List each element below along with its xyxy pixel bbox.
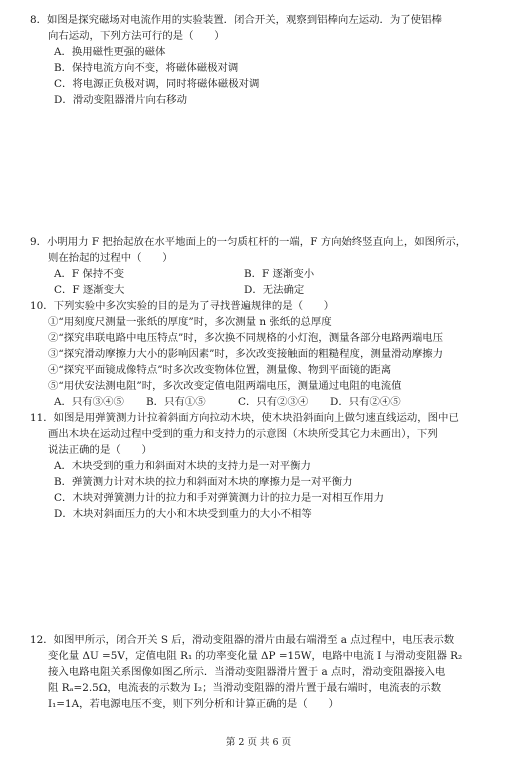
question-11-stem: 11．如图是用弹簧测力计拉着斜面方向拉动木块，使木块沿斜面向上做匀速直线运动，图中已: [30, 412, 459, 424]
question-11-option-c: C．木块对弹簧测力计的拉力和手对弹簧测力计的拉力是一对相互作用力: [54, 492, 385, 504]
question-10-stem: 10．下列实验中多次实验的目的是为了寻找普遍规律的是（ ）: [30, 300, 335, 312]
question-11-stem-cont-2: 说法正确的是（ ）: [48, 444, 152, 456]
question-9-option-a: A．F 保持不变: [54, 268, 124, 280]
question-9: [30, 234, 490, 298]
question-8-stem: 8．如图是探究磁场对电流作用的实验装置．闭合开关，观察到铝棒向左运动．为了使铝棒: [30, 14, 442, 26]
question-8-option-b: B．保持电流方向不变，将磁体磁极对调: [54, 62, 239, 74]
question-12-stem-cont-4: I₁=1A，若电源电压不变，则下列分析和计算正确的是（ ）: [48, 698, 339, 710]
question-9-stem-cont: 则在抬起的过程中（ ）: [48, 252, 173, 264]
question-11-stem-cont-1: 画出木块在运动过程中受到的重力和支持力的示意图（木块所受其它力未画出），下列: [48, 428, 438, 440]
question-9-options-row-1: [30, 266, 490, 282]
question-10: [30, 298, 490, 410]
question-10-item-5: ⑤“用伏安法测电阻”时，多次改变定值电阻两端电压，测量通过电阻的电流值: [48, 380, 402, 392]
question-10-item-4: ④“探究平面镜成像特点”时多次改变物体位置，测量像、物到平面镜的距离: [48, 364, 392, 376]
question-12: [30, 632, 490, 712]
question-10-option-d: D．只有②④⑤: [330, 396, 401, 408]
question-10-item-1: ①“用刻度尺测量一张纸的厚度”时，多次测量 n 张纸的总厚度: [48, 316, 332, 328]
question-9-option-c: C．F 逐渐变大: [54, 284, 125, 296]
question-12-stem-cont-3: 阻 Rₐ=2.5Ω，电流表的示数为 I₂；当滑动变阻器的滑片置于最右端时，电流表的示数: [48, 682, 442, 694]
question-12-stem-cont-2: 接入电路电阻关系图像如图乙所示．当滑动变阻器滑片置于 a 点时，滑动变阻器接入电: [48, 666, 446, 678]
question-9-options-row-2: [30, 282, 490, 298]
question-8-stem-cont: 向右运动，下列方法可行的是（ ）: [48, 30, 225, 42]
question-10-option-c: C．只有②③④: [238, 396, 309, 408]
question-11-option-b: B．弹簧测力计对木块的拉力和斜面对木块的摩擦力是一对平衡力: [54, 476, 353, 488]
question-10-options: [30, 394, 490, 410]
question-10-item-3: ③“探究滑动摩擦力大小的影响因素”时，多次改变接触面的粗糙程度，测量滑动摩擦力: [48, 348, 444, 360]
question-10-item-2: ②“探究串联电路中电压特点”时，多次换不同规格的小灯泡，测量各部分电路两端电压: [48, 332, 444, 344]
question-11: [30, 410, 490, 522]
question-11-option-d: D．木块对斜面压力的大小和木块受到重力的大小不相等: [54, 508, 312, 520]
question-9-option-d: D．无法确定: [244, 284, 305, 296]
question-12-stem: 12．如图甲所示，闭合开关 S 后，滑动变阻器的滑片由最右端滑至 a 点过程中，电压表示数: [30, 634, 455, 646]
question-9-stem: 9．小明用力 F 把抬起放在水平地面上的一匀质杠杆的一端，F 方向始终竖直向上，如图所示，: [30, 236, 467, 248]
question-8: [30, 12, 490, 108]
question-11-option-a: A．木块受到的重力和斜面对木块的支持力是一对平衡力: [54, 460, 311, 472]
question-8-option-a: A．换用磁性更强的磁体: [54, 46, 166, 58]
question-8-option-d: D．滑动变阻器滑片向右移动: [54, 94, 188, 106]
page-footer: 第 2 页 共 6 页: [225, 737, 292, 748]
question-12-stem-cont-1: 变化量 ΔU =5V，定值电阻 R₁ 的功率变化量 ΔP =15W，电路中电流 I 与滑动变阻器 R₂: [48, 650, 463, 662]
question-10-option-a: A．只有③④⑤: [54, 396, 124, 408]
question-10-option-b: B．只有①⑤: [146, 396, 206, 408]
question-8-option-c: C．将电源正负极对调，同时将磁体磁极对调: [54, 78, 260, 90]
question-9-option-b: B．F 逐渐变小: [244, 268, 315, 280]
